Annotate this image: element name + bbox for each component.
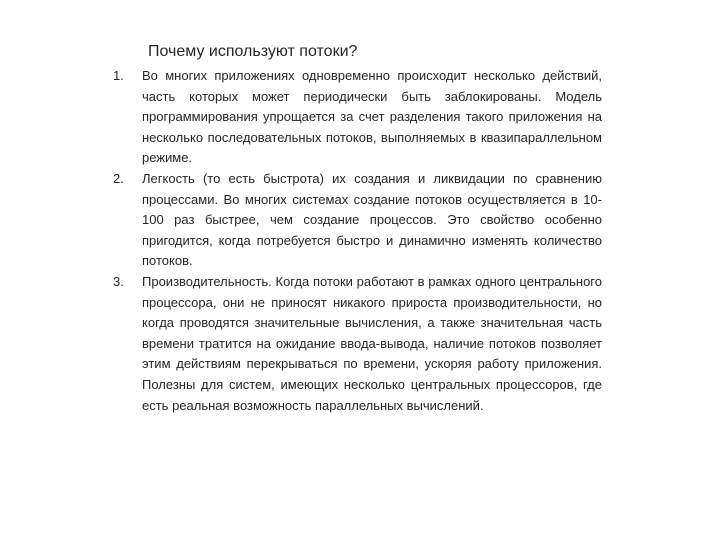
reason-text: Во многих приложениях одновременно происходит несколько действий, часть которых может периодически быть заблокированы. Модель программирования упрощается за счет разделения такого приложения на несколько последовательных потоков, выполняемых в квазипараллельном режиме.: [142, 68, 602, 166]
reason-text: Производительность. Когда потоки работают в рамках одного центрального процессора, они не приносят никакого прироста производительности, но когда проводятся значительные вычисления, а также значительная часть времени тратится на ожидание ввода-вывода, наличие потоков позволяет этим действиям перекрываться по времени, ускоряя работу приложения. Полезны для систем, имеющих несколько центральных процессоров, где есть реальная возможность параллельных вычислений.: [142, 273, 602, 413]
reason-item-1: [113, 66, 602, 169]
reason-number: 3.: [113, 273, 124, 289]
reasons-list: [113, 66, 602, 416]
reason-text: Легкость (то есть быстрота) их создания и ликвидации по сравнению процессами. Во многих системах создание потоков осуществляется в 10-100 раз быстрее, чем создание процессов. Это свойство особенно пригодится, когда потребуется быстро и динамично изменять количество потоков.: [142, 170, 602, 269]
slide-title: Почему используют потоки?: [148, 43, 358, 60]
reason-number: 2.: [113, 170, 124, 186]
reason-item-3: [113, 272, 602, 416]
reason-number: 1.: [113, 68, 124, 83]
reason-item-2: [113, 169, 602, 272]
